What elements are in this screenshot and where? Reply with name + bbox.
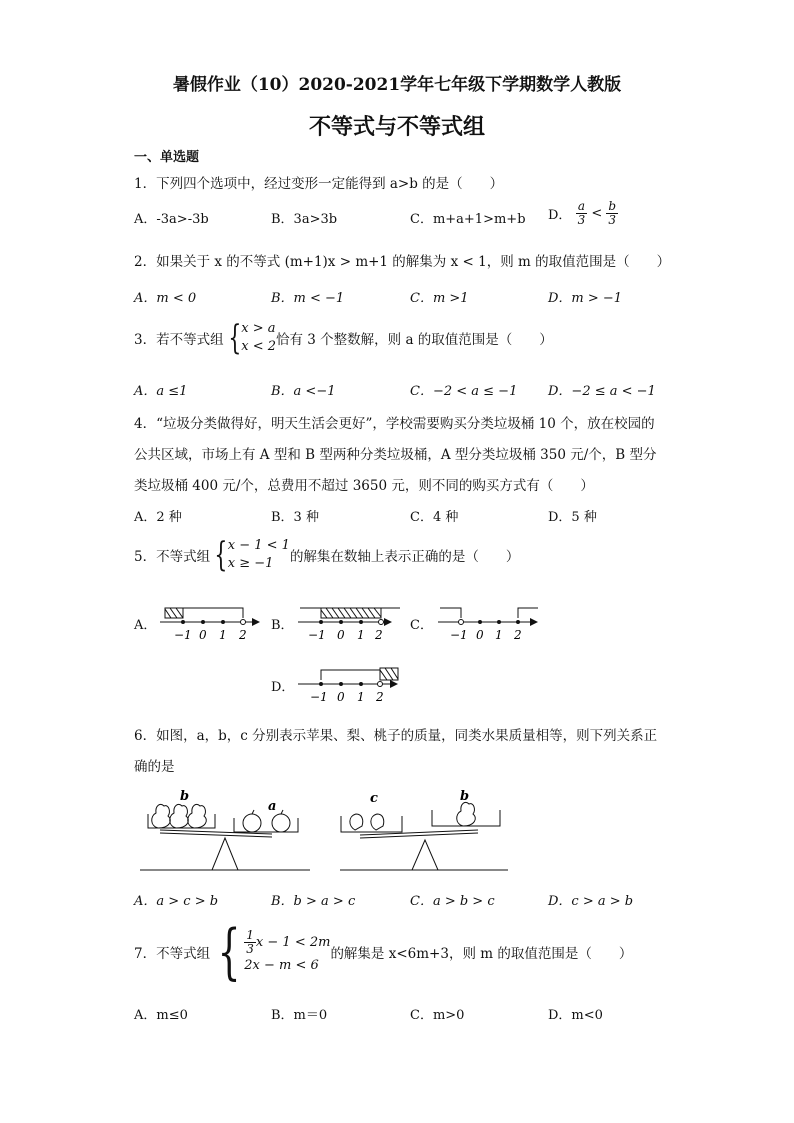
question-1-stem: 1．下列四个选项中，经过变形一定能得到 a>b 的是（ ） (134, 176, 504, 192)
solution-bracket (183, 608, 243, 618)
tick-label: −1 (308, 628, 326, 642)
label-a: a (268, 799, 277, 814)
question-6-line-1: 6．如图，a，b，c 分别表示苹果、梨、桃子的质量，同类水果质量相等，则下列关系正 (134, 728, 658, 744)
q7-option-d: D．m<0 (548, 1008, 603, 1023)
tick-point (201, 620, 205, 624)
q4-option-c: C．4 种 (410, 510, 459, 525)
open-point (379, 620, 384, 625)
tick-point (319, 620, 323, 624)
q5-option-c-label: C． (410, 618, 433, 633)
hatch-line (165, 609, 171, 618)
tick-label: 1 (495, 628, 503, 642)
tick-label: 1 (219, 628, 227, 642)
q5-system-line-2: x ≥ −1 (227, 556, 274, 571)
q5-number-line-d (296, 664, 406, 706)
q2-option-c: C．m >1 (410, 291, 469, 306)
left-brace: { (217, 917, 241, 987)
q5-option-b-label: B． (271, 618, 294, 633)
tick-label: −1 (174, 628, 192, 642)
question-7-stem (134, 917, 633, 987)
tick-point (339, 620, 343, 624)
q2-option-d: D．m > −1 (548, 291, 623, 306)
tick-point (359, 682, 363, 686)
q7-system-line-1 (244, 927, 331, 956)
tick-label: 0 (199, 628, 207, 642)
tick-point (497, 620, 501, 624)
q3-prefix: 3．若不等式组 (134, 332, 224, 348)
peach-icon (350, 814, 384, 830)
tick-label: 2 (376, 690, 384, 704)
q6-balance-figure (140, 786, 510, 882)
tick-point (221, 620, 225, 624)
q5-number-line-c (436, 602, 546, 644)
tick-point (359, 620, 363, 624)
q4-option-d: D．5 种 (548, 510, 597, 525)
arrow-head (530, 618, 538, 626)
fraction-numerator: a (576, 200, 588, 214)
tick-point (516, 620, 520, 624)
q5-number-line-b (296, 602, 406, 644)
q3-system-line-1: x > a (241, 321, 276, 336)
q5-number-line-a (158, 602, 268, 644)
q7-option-b: B．m＝0 (271, 1008, 328, 1023)
tick-label: 0 (476, 628, 484, 642)
question-2-stem: 2．如果关于 x 的不等式 (m+1)x > m+1 的解集为 x < 1，则 m 的取值范围是（ ） (134, 254, 671, 270)
q3-suffix: 恰有 3 个整数解，则 a 的取值范围是（ ） (276, 332, 553, 348)
hatch-line (170, 608, 177, 618)
open-point (241, 620, 246, 625)
arrow-head (384, 618, 392, 626)
pear-icon (152, 804, 207, 828)
q1-option-c: C．m+a+1>m+b (410, 212, 526, 227)
question-6-line-2: 确的是 (134, 759, 175, 775)
arrow-head (390, 680, 398, 688)
q7-prefix: 7．不等式组 (134, 946, 211, 962)
fraction-denominator: 3 (608, 213, 617, 227)
q6-option-a: A．a > c > b (134, 894, 219, 909)
q5-suffix: 的解集在数轴上表示正确的是（ ） (289, 549, 520, 565)
q3-option-d: D．−2 ≤ a < −1 (548, 384, 656, 399)
hatch-lines (380, 668, 398, 680)
q3-option-c: C．−2 < a ≤ −1 (410, 384, 518, 399)
pear-icon (457, 802, 476, 826)
fraction-denominator: 3 (246, 941, 254, 956)
q3-option-a: A．a ≤1 (134, 384, 188, 399)
q5-option-a-label: A． (134, 618, 157, 633)
q7-system-line-2: 2x − m < 6 (244, 957, 319, 973)
q1-less-than: < (591, 206, 603, 221)
q1-fraction-b (606, 200, 618, 227)
tick-point (319, 682, 323, 686)
section-heading: 一、单选题 (134, 150, 200, 165)
question-4-line-1: 4．“垃圾分类做得好，明天生活会更好”，学校需要购买分类垃圾桶 10 个，放在校园的 (134, 416, 655, 432)
tick-label: 2 (375, 628, 383, 642)
tick-label: 2 (239, 628, 247, 642)
label-b-left: b (180, 789, 190, 804)
q7-fraction (244, 929, 256, 956)
left-ray (440, 608, 461, 618)
left-balance-scale (140, 814, 310, 870)
q1-fraction-a (576, 200, 588, 227)
q6-option-d: D．c > a > b (548, 894, 634, 909)
tick-label: −1 (450, 628, 468, 642)
fraction-numerator: b (608, 199, 617, 213)
q6-option-c: C．a > b > c (410, 894, 495, 909)
q7-system (244, 929, 330, 976)
q7-line1-rest: x − 1 < 2m (255, 934, 331, 950)
tick-label: 1 (357, 690, 365, 704)
tick-label: 0 (337, 690, 345, 704)
hatch-line (176, 608, 183, 618)
hatch-lines (321, 608, 381, 618)
q3-system (241, 320, 276, 356)
question-4-line-2: 公共区域，市场上有 A 型和 B 型两种分类垃圾桶，A 型分类垃圾桶 350 元/个，B 型分 (134, 447, 657, 463)
label-b-right: b (460, 789, 470, 804)
question-5-stem (134, 537, 519, 573)
q7-option-a: A．m≤0 (134, 1008, 188, 1023)
solution-bracket (321, 670, 380, 680)
q5-system-line-1: x − 1 < 1 (227, 538, 290, 553)
q1-option-b: B．3a>3b (271, 212, 338, 227)
tick-point (478, 620, 482, 624)
q1-option-d-label: D． (548, 208, 572, 223)
tick-point (181, 620, 185, 624)
arrow-head (252, 618, 260, 626)
right-ray (518, 608, 538, 618)
q2-option-a: A．m < 0 (134, 291, 197, 306)
tick-label: 0 (337, 628, 345, 642)
q5-system (228, 537, 290, 573)
question-4-line-3: 类垃圾桶 400 元/个，总费用不超过 3650 元，则不同的购买方式有（ ） (134, 478, 594, 494)
open-point (459, 620, 464, 625)
fraction-denominator: 3 (577, 213, 586, 227)
q4-option-b: B．3 种 (271, 510, 319, 525)
tick-point (339, 682, 343, 686)
q7-suffix: 的解集是 x<6m+3，则 m 的取值范围是（ ） (330, 946, 633, 962)
q5-prefix: 5．不等式组 (134, 549, 211, 565)
question-3-stem (134, 320, 553, 356)
q3-system-line-2: x < 2 (241, 339, 276, 354)
left-brace: { (214, 535, 228, 575)
q7-option-c: C．m>0 (410, 1008, 465, 1023)
tick-label: −1 (310, 690, 328, 704)
q6-option-b: B．b > a > c (271, 894, 356, 909)
open-point (378, 682, 383, 687)
tick-label: 2 (514, 628, 522, 642)
q2-option-b: B．m < −1 (271, 291, 345, 306)
document-title: 暑假作业（10）2020-2021学年七年级下学期数学人教版 (172, 75, 622, 95)
q4-option-a: A．2 种 (134, 510, 182, 525)
q1-option-d (548, 200, 618, 227)
fraction-numerator: 1 (246, 927, 254, 942)
q3-option-b: B．a <−1 (271, 384, 336, 399)
right-balance-scale (340, 810, 508, 870)
apple-icon (243, 810, 290, 832)
q1-option-a: A．-3a>-3b (134, 212, 209, 227)
tick-label: 1 (357, 628, 365, 642)
label-c: c (370, 791, 378, 806)
left-brace: { (227, 318, 241, 358)
q5-option-d-label: D． (271, 680, 295, 695)
document-subtitle: 不等式与不等式组 (308, 114, 485, 140)
